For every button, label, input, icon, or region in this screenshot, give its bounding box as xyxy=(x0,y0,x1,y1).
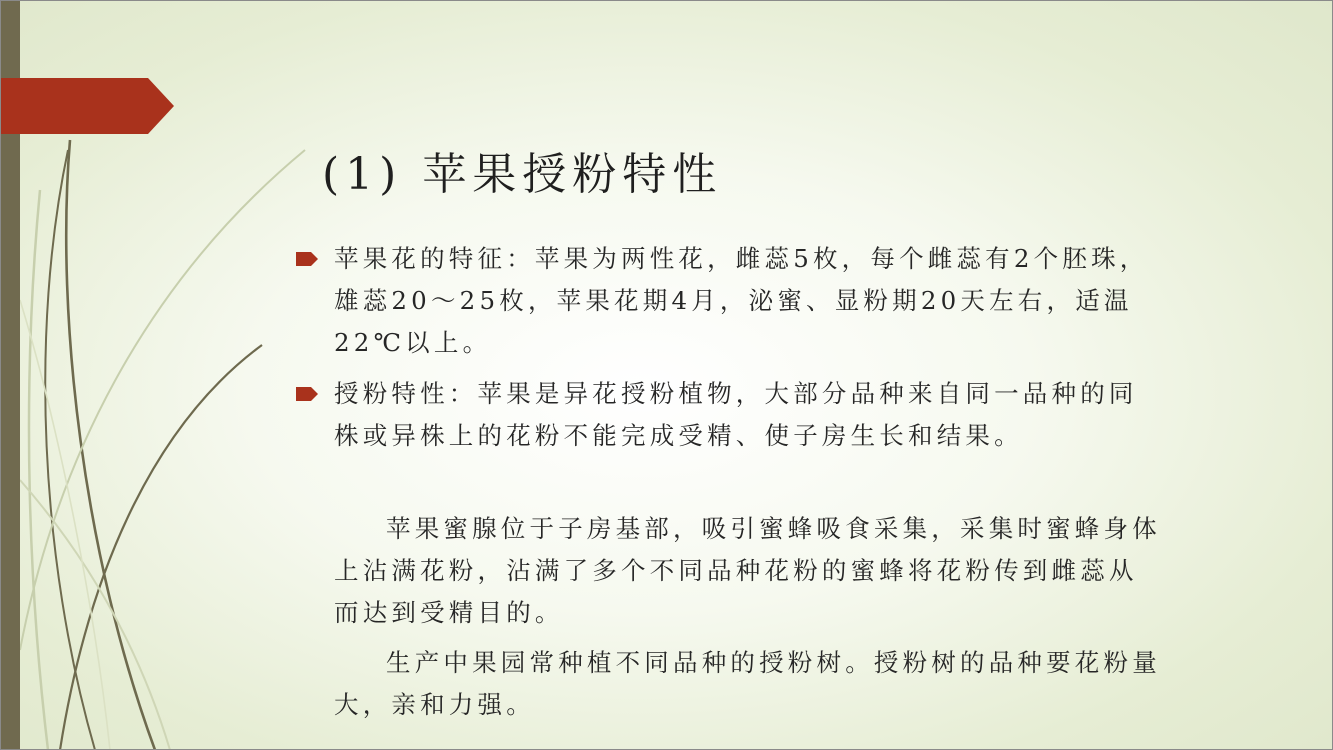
paragraph-nectary: 苹果蜜腺位于子房基部，吸引蜜蜂吸食采集，采集时蜜蜂身体上沾满花粉，沾满了多个不同品种花粉的蜜蜂将花粉传到雌蕊从而达到受精目的。 xyxy=(334,514,1161,627)
bullet-item-flower-features xyxy=(296,238,1162,364)
bullet-text: 苹果花的特征：苹果为两性花，雌蕊5枚，每个雌蕊有2个胚珠，雄蕊20～25枚，苹果花期4月，泌蜜、显粉期20天左右，适温22℃以上。 xyxy=(334,244,1149,357)
bullet-item-pollination-traits xyxy=(296,373,1162,457)
slide-title: (1) 苹果授粉特性 xyxy=(322,149,723,200)
arrow-bullet-icon xyxy=(296,252,318,266)
bullet-text: 授粉特性：苹果是异花授粉植物，大部分品种来自同一品种的同株或异株上的花粉不能完成受精、使子房生长和结果。 xyxy=(334,379,1138,450)
arrow-banner-icon xyxy=(0,78,176,134)
paragraph-pollinizer-trees: 生产中果园常种植不同品种的授粉树。授粉树的品种要花粉量大，亲和力强。 xyxy=(334,648,1161,719)
arrow-bullet-icon xyxy=(296,387,318,401)
